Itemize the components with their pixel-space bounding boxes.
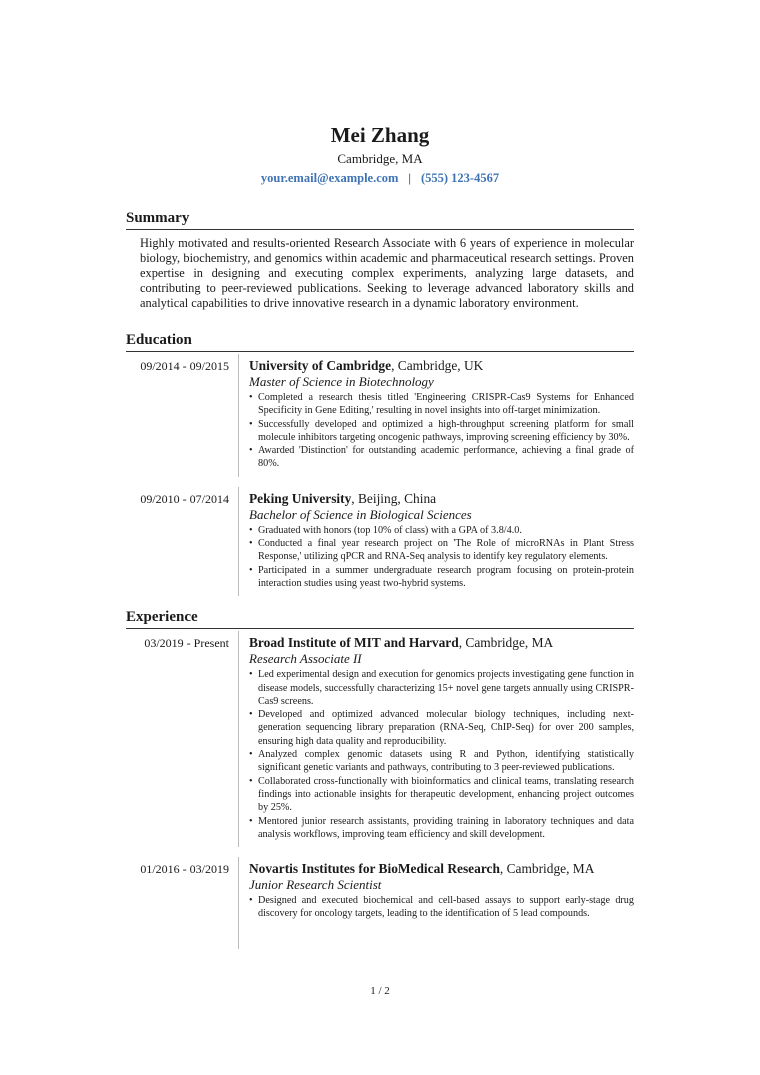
entry-date: 09/2014 - 09/2015 [140,359,229,373]
entry-date: 09/2010 - 07/2014 [140,491,229,506]
bullet-item: • Analyzed complex genomic datasets using R and Python, identifying statistically significant genetic variants and pathways, contributing to 3 peer-reviewed publications. [249,748,634,775]
resume-page [126,118,634,949]
experience-section [126,608,634,948]
education-entry [126,354,634,477]
bullet-list [249,391,634,471]
bullet-list [249,668,634,841]
summary-text: Highly motivated and results-oriented Research Associate with 6 years of experience in molecular biology, biochemistry, and genomics within academic and pharmaceutical research settings. Proven expertise in designing and executing complex experiments, analyzing large datasets, and contributing to peer-reviewed publications. Seeking to leverage advanced laboratory skills and analytical capabilities to drive innovative research in a dynamic laboratory environment. [140,236,634,310]
bullet-item: • Successfully developed and optimized a high-throughput screening platform for small molecule inhibitors targeting oncogenic pathways, improving screening efficiency by 30%. [249,418,634,445]
bullet-list [249,894,634,921]
entry-subtitle: Research Associate II [249,651,362,667]
entry-body [238,354,634,477]
organization-name: Novartis Institutes for BioMedical Research [249,861,500,877]
bullet-item: • Collaborated cross-functionally with bioinformatics and clinical teams, translating research findings into actionable insights for therapeutic development, enhancing project outcomes by 25%. [249,775,634,815]
experience-entry [126,857,634,949]
organization-location: , Cambridge, MA [499,861,595,877]
experience-list [126,631,634,948]
summary-section [126,209,634,311]
education-entry [126,487,634,596]
bullet-list [249,524,634,590]
entry-body [238,631,634,847]
entry-heading [249,491,634,507]
email-link[interactable]: your.email@example.com [260,171,399,185]
education-heading: Education [126,331,634,352]
bullet-item: • Led experimental design and execution for genomics projects investigating gene function in disease models, successfully characterizing 15+ novel gene targets annually using CRISPR-Cas9 screens. [249,668,634,708]
experience-entry [126,631,634,847]
bullet-item: • Developed and optimized advanced molecular biology techniques, including next-generation sequencing library preparation (RNA-Seq, ChIP-Seq) for over 200 samples, ensuring high data quality and reproducibility. [249,708,634,748]
entry-heading [249,861,634,877]
organization-name: Broad Institute of MIT and Harvard [249,635,459,651]
experience-heading: Experience [126,608,634,629]
candidate-location: Cambridge, MA [337,151,423,166]
entry-subtitle: Junior Research Scientist [249,877,382,893]
education-section [126,331,634,596]
bullet-item: • Completed a research thesis titled 'Engineering CRISPR-Cas9 Systems for Enhanced Specificity in Gene Editing,' resulting in novel insights into off-target minimization. [249,391,634,418]
organization-location: , Cambridge, UK [391,358,484,373]
entry-body [238,857,634,949]
entry-heading [249,358,634,374]
bullet-item: • Participated in a summer undergraduate research program focusing on protein-protein interaction studies using yeast two-hybrid systems. [249,564,634,591]
contact-line [126,169,634,187]
entry-subtitle: Master of Science in Biotechnology [249,374,434,389]
organization-name: Peking University [249,490,352,506]
bullet-item: • Conducted a final year research project on 'The Role of microRNAs in Plant Stress Response,' utilizing qPCR and RNA-Seq analysis to identify key regulatory elements. [249,537,634,564]
bullet-item: • Designed and executed biochemical and cell-based assays to support early-stage drug discovery for oncology targets, leading to the identification of 5 lead compounds. [249,894,634,921]
entry-heading [249,635,634,651]
candidate-name: Mei Zhang [330,123,430,147]
contact-separator: | [408,171,411,185]
bullet-item: • Awarded 'Distinction' for outstanding academic performance, achieving a final grade of 80%. [249,444,634,471]
resume-header [126,122,634,187]
organization-location: , Cambridge, MA [458,635,554,651]
entry-date: 01/2016 - 03/2019 [140,862,229,877]
bullet-item: • Graduated with honors (top 10% of class) with a GPA of 3.8/4.0. [249,524,634,537]
organization-name: University of Cambridge [249,358,392,373]
summary-heading: Summary [126,209,634,230]
phone-link[interactable]: (555) 123-4567 [420,171,500,185]
organization-location: , Beijing, China [351,490,437,506]
page-number: 1 / 2 [370,985,390,997]
bullet-item: • Mentored junior research assistants, providing training in laboratory techniques and data analysis workflows, improving team efficiency and skill development. [249,815,634,842]
education-list [126,354,634,596]
entry-subtitle: Bachelor of Science in Biological Sciences [249,506,472,522]
entry-body [238,487,634,596]
entry-date: 03/2019 - Present [144,636,229,651]
